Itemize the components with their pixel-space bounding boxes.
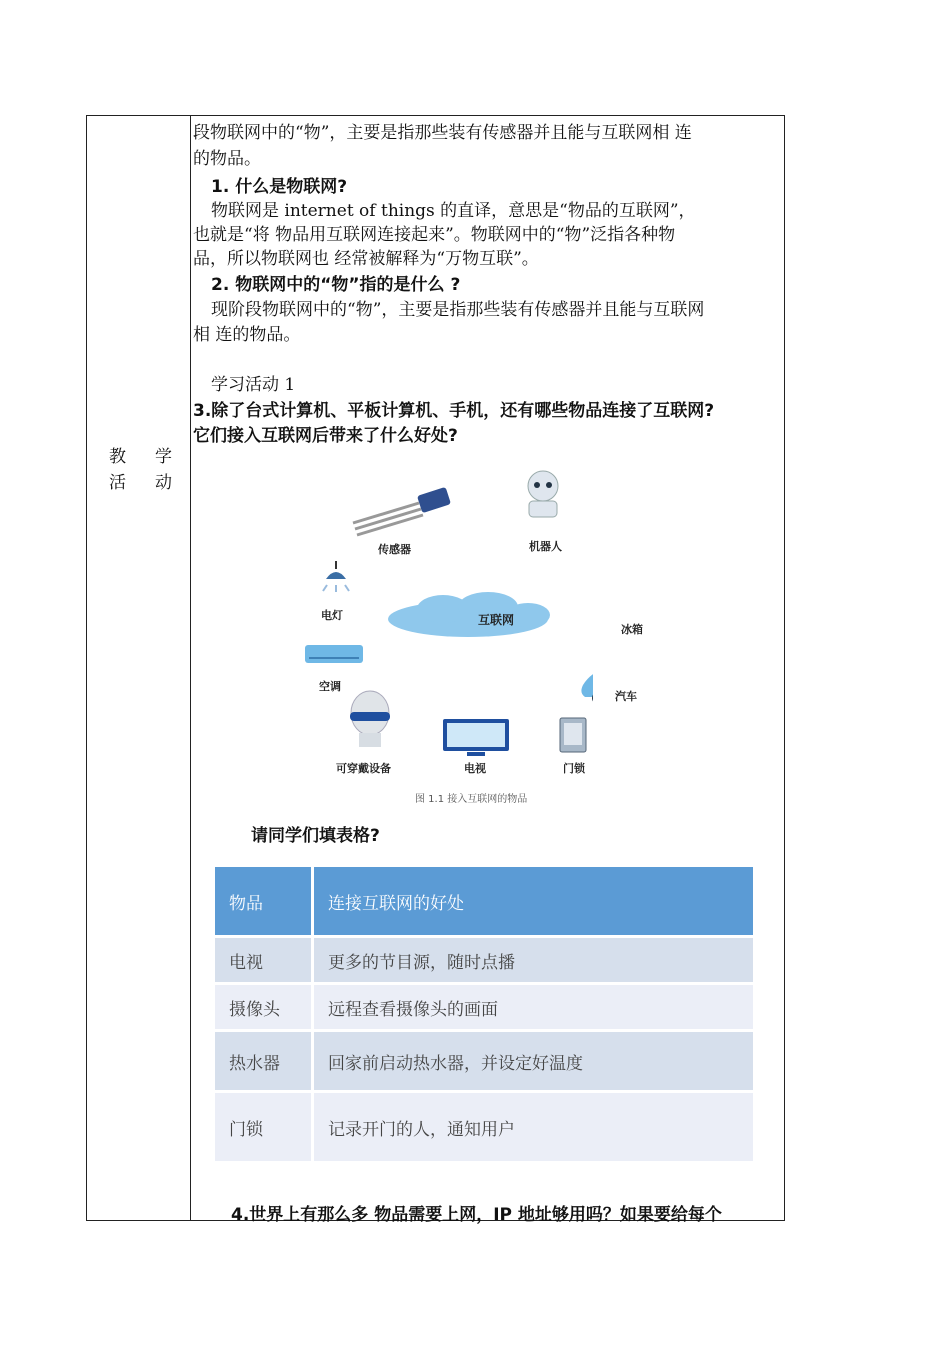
section-label: 教 学 活 动: [109, 447, 173, 493]
paragraph-line: 物联网是 internet of things 的直译，意思是“物品的互联网”，: [211, 201, 696, 221]
question-heading: 3.除了台式计算机、平板计算机、手机，还有哪些物品连接了互联网?: [193, 401, 715, 421]
question-heading: 1. 什么是物联网?: [211, 177, 348, 197]
activity-title: 学习活动 1: [211, 375, 296, 395]
sensor-icon: [353, 487, 451, 535]
tv-icon: [443, 719, 509, 756]
header-item: 物品: [215, 867, 314, 935]
paragraph-line: 段物联网中的“物”，主要是指那些装有传感器并且能与互联网相 连: [193, 123, 692, 143]
car-icon: [581, 667, 593, 704]
cell-benefit: 记录开门的人，通知用户: [314, 1093, 753, 1161]
wearable-icon: [350, 691, 390, 747]
lesson-table: [86, 115, 785, 1225]
paragraph-line: 也就是“将 物品用互联网连接起来”。物联网中的“物”泛指各种物: [193, 225, 676, 245]
paragraph-line: 相 连的物品。: [193, 325, 301, 345]
robot-icon: [528, 471, 558, 517]
benefits-table: [215, 864, 753, 1164]
label-internet: 互联网: [478, 613, 515, 627]
question-heading: 它们接入互联网后带来了什么好处?: [193, 426, 458, 446]
table-row: [215, 1032, 753, 1090]
label-car: 汽车: [615, 690, 637, 703]
table-header-row: [215, 867, 753, 935]
paragraph-line: 的物品。: [193, 149, 261, 169]
label-column: [87, 116, 191, 1220]
table-row: [215, 985, 753, 1029]
question-heading: 2. 物联网中的“物”指的是什么 ?: [211, 275, 461, 295]
table-row: [215, 1093, 753, 1161]
cell-benefit: 远程查看摄像头的画面: [314, 985, 753, 1029]
cell-benefit: 更多的节目源，随时点播: [314, 938, 753, 982]
table-row: [215, 938, 753, 982]
air-conditioner-icon: [305, 645, 363, 663]
cell-item: 热水器: [215, 1032, 314, 1090]
label-robot: 机器人: [529, 540, 562, 553]
internet-cloud-icon: [388, 592, 550, 637]
door-lock-icon: [560, 718, 586, 752]
question-heading: 4.世界上有那么多 物品需要上网，IP 地址够用吗？如果要给每个: [231, 1205, 722, 1225]
paragraph-line: 品，所以物联网也 经常被解释为“万物互联”。: [193, 249, 539, 269]
label-sensor: 传感器: [378, 543, 411, 556]
label-wearable: 可穿戴设备: [336, 762, 391, 775]
iot-illustration: [293, 461, 593, 801]
label-tv: 电视: [464, 762, 486, 775]
fill-table-prompt: 请同学们填表格?: [251, 826, 380, 846]
label-ac: 空调: [319, 680, 341, 693]
cell-item: 电视: [215, 938, 314, 982]
paragraph-line: 现阶段物联网中的“物”，主要是指那些装有传感器并且能与互联网: [211, 300, 705, 320]
lamp-icon: [323, 561, 349, 592]
cell-item: 门锁: [215, 1093, 314, 1161]
label-door-lock: 门锁: [563, 762, 585, 775]
header-benefit: 连接互联网的好处: [314, 867, 753, 935]
label-fridge: 冰箱: [621, 623, 643, 636]
cell-benefit: 回家前启动热水器，并设定好温度: [314, 1032, 753, 1090]
iot-figure: [293, 461, 643, 805]
label-lamp: 电灯: [321, 609, 343, 622]
cell-item: 摄像头: [215, 985, 314, 1029]
figure-caption: 图 1.1 接入互联网的物品: [415, 794, 528, 805]
